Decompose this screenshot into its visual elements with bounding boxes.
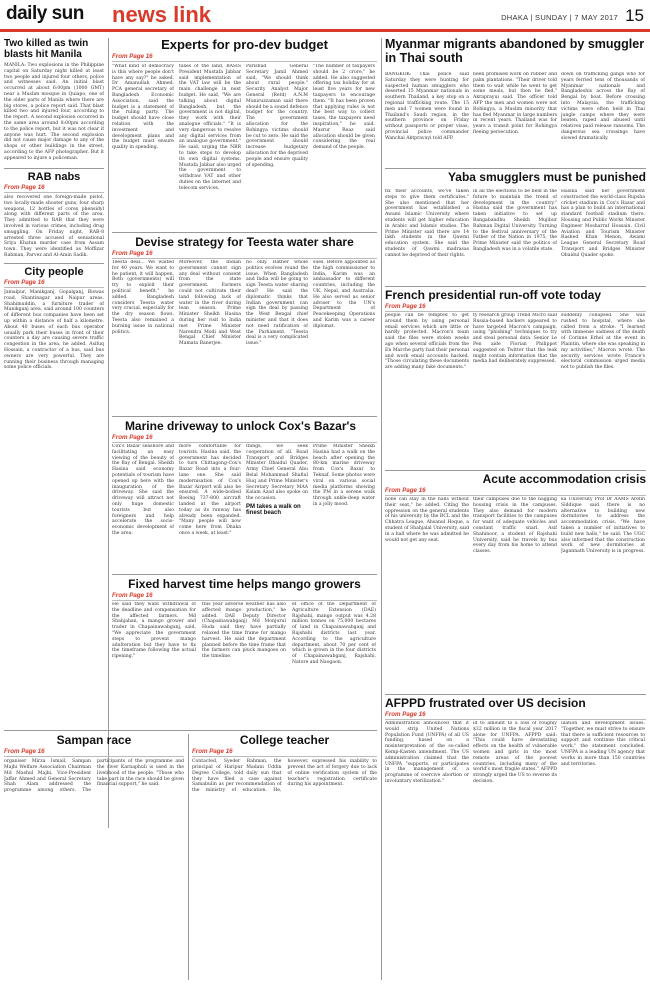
page-number: 15	[625, 6, 644, 25]
divider	[112, 574, 377, 575]
column-3-text: things, we seek cooperation of all. Road Transport and Bridges Minister Obaidul Quader, Army Chief General Abu Belal Mohammad Shafiul Huq and Prime Minister's Secretary Secretary MAA Kalam Azad also spoke on the occasion.	[246, 444, 308, 502]
jump-line: From Page 16	[4, 278, 104, 288]
column-2: taxes of the land, BASIS President Mustafa Jabbar said implementation of the VAT law will be the main challenge in next budget. He said, "We are talking about digital Bangladesh, but the government is not digital, they work with their analogue officials." "It is very dangerous to resolve any digital services from an analogue government." He said, urging the NBR to take steps to develop its own digital systems. Mustafa Jabbar also urged the government to withdraw VAT and other duties on the internet and telecom services.	[179, 64, 241, 191]
column-2: their campuses due to the nagging housing crisis in the campuses. They also demand for modern transport facilities to the campuses for want of adequate vehicles and constant traffic snarl. Asif Shahinoor, a student of Rajshahi University, said he travels by bus every day from his home to attend classes.	[473, 497, 557, 555]
column-3: ka University Prof Dr AAMS Arefin Siddique said there is no alternative to building new dormitories to address the accommodation crisis. "We have taken a number of initiatives to build new halls," he said. The UGC also informed that the construction work of new dormitories at Jagannath University is in progress.	[561, 497, 645, 555]
article-rab-nabs	[4, 171, 104, 261]
column-divider	[188, 734, 189, 980]
article-city-people	[4, 266, 104, 376]
column-2: ty research group Trend Micro said Russia-based hackers appeared to have targeted Macron's campaign, using "phishing" techniques to try and steal personal data. Senior Le Pen aide Florian Philippot suggested on Twitter that the leak might contain information that the media had deliberately suppressed.	[473, 313, 557, 365]
column-4: "The number of taxpayers should be 2 crore," he added. He also suggested offering tax holiday for at least five years for new taxpayers to encourage them. "It has been proven that applying rules is not the best way to collect taxes, the taxpayers need inspiration," he said. Masrur Reaz said allocation should be given considering the real demand of the people.	[313, 64, 375, 151]
divider	[385, 286, 646, 287]
column-1: Cox's Bazar seashore and facilitating an easy viewing of the beauty of the Bay of Bengal. Sheikh Hasina said economy potentials of tourism have opened up here with the inauguration of the driveway. She said the driveway will attract not only huge domestic tourists but also foreigners and help accelerate the socio-economic development of the area.	[112, 444, 174, 536]
article-body: MANILA: Two explosions in the Philippine capital on Saturday night killed at least two people and injured four others, police and witnesses said. An initial blast occurred at about 6:00pm (1000 GMT) near a Muslim mosque in Quiapo, one of the older parts of Manila where there are big stores, a police report said. That blast killed two and injured four, according to the report. A second explosion occurred in the same area around 8:00pm according to the police report, but it was not clear if anyone was hurt. The second explosion did not cause major damage to any of the shops or other buildings in the street, according to the AFP photographer. But it appeared to injure a policeman.	[4, 63, 104, 161]
jump-line: From Page 16	[385, 302, 646, 312]
column-1: Administration announced that it would strip United Nations Population Fund (UNFPA) of all US funding, based on a misinterpretation of the so-called Kemp-Kasten amendment. The US administration claimed that the UNFPA "supports, or participates in the management of, a programme of coercive abortion or involuntary sterilization."	[385, 721, 469, 784]
divider	[385, 168, 646, 169]
headline: RAB nabs	[27, 171, 81, 183]
column-3: ef office of the Department of Agriculture Extension (DAE) Rajshahi, mango output was 4.28 million tonnes on 75,000 hectares of land in Chapainawabganj and Rajshahi districts last year. According to the agriculture department, about 70 per cent of which is grown in the four districts of Chapainawabganj, Rajshahi, Natore and Naogaon.	[292, 602, 376, 665]
article-body: Jamalpur, Manikganj, Gopalganj, Biswas road, Shantinagar and Naipur areas. Shahimuddin, a furniture trader of Manikganj area, said around 100 counters of different bus companies have been set up within a distance of half a kilometre. About 40 buses of each bus operator usually park their buses in front of their counters a day are causing severe traffic congestion in the area, he added. Asifuq Hossain, a contractor of a bus, said bus owners are very powerful. They are running their business through managing some police officials.	[4, 290, 104, 371]
jump-line: From Page 16	[4, 747, 184, 757]
jump-line: From Page 16	[385, 710, 646, 720]
column-1: Teesta deal... We waited for 40 years. We want to be patient, it will happen, Both (governments) will try to exploit their political benefit," he added. Bangladesh considers Teesta water very crucial, especially for the dry season flows. Teesta also remained a burning issue in national politics.	[112, 260, 174, 335]
headline: Acute accommodation crisis	[482, 473, 646, 486]
column-3: ulation and development issues. "Together, we must strive to ensure that there is sufficient resources to support and continue this critical work," the statement concluded. UNFPA is a leading UN agency that works in more than 150 countries and territories.	[561, 721, 645, 767]
divider	[112, 416, 377, 417]
paper-logo: daily sun	[6, 3, 84, 24]
article-experts	[112, 38, 377, 230]
column-3: no only. Rather whole politics evolves round the issue. When Bangladesh and India will be going to sign Teesta water sharing deal? He said the diplomatic thinks that Indian government can sign the deal by passing the West Bengal chief minister and that it does not need ratification of the Parliament. "Teesta deal is a very complicated issue."	[246, 260, 308, 347]
column-1: BANGKOK: Thai police said Saturday they were hunting for suspected human smugglers who deserted 15 Myanmar nationals in southern Thailand, a key stop on a regional trafficking route. The 15 men and 7 women were found in Thailand's Saudi region, in the southern province on Friday without passports or proper visas, provincial police commander Wanchai Aktpravayi told AFP.	[385, 72, 469, 141]
headline: College teacher	[239, 734, 330, 747]
column-1: He said they want withdrawal of the deadline and compensation for the affected farmers. Md Shahjahan, a mango grower and trader in Chapainawabganj, said, "We appreciate the government steps to prevent mango adulteration but they have to fix the timeframe following the actual ripening."	[112, 602, 196, 660]
headline: Devise strategy for Teesta water share	[135, 236, 354, 249]
headline: Myanmar migrants abandoned by smuggler in Thai south	[385, 38, 645, 65]
headline: AFPPD frustrated over US decision	[385, 697, 586, 710]
article-body: Contacted, Syeder Rahman, the principal of Haripur Madani Uddin Degree College, told daily sun that they have filed a case against Samabulin as per recommendation of the ministry of education. He, however, expressed his inability to prevent the act of forgery due to lack of online verification system of the teacher's registration certificate during his appointment.	[192, 759, 377, 794]
column-2: id to amount to a loss of roughly $32 million in the fiscal year 2017 alone for UNFPA. AFPPD said: "This could have devastating effects on the health of vulnerable women and girls in the most remote areas of the poorest countries, including many of the world's most fragile states." AFPPD strongly urged the US to reverse its decision.	[473, 721, 557, 784]
article-teesta	[112, 236, 377, 414]
column-2: been promised work on rubber and palm plantations. "Their driver told them to wait while he went to get some meals, but then he fled," Akraprayui said. The officer told AFP the men and women were not Rohingya, a Muslim minority that has fled Myanmar in large numbers in recent years. Thailand was for years a transit point for Rohingya fleeing persecution.	[473, 72, 557, 135]
headline: Experts for pro-dev budget	[161, 38, 328, 52]
divider	[4, 730, 377, 731]
column-divider	[381, 38, 382, 980]
dateline: DHAKA | SUNDAY | 7 MAY 2017	[501, 13, 618, 22]
divider	[4, 263, 104, 264]
headline: Yaba smugglers must be punished	[447, 171, 646, 184]
divider	[4, 168, 104, 169]
subheading: PM takes a walk on finest beach	[246, 503, 301, 516]
jump-line: From Page 16	[112, 249, 377, 259]
column-3: down on trafficking gangs who for years ferried tens of thousands of Myanmar nationals and Bangladeshis across the Bay of Bengal by boat. Before crossing into Malaysia, the trafficking victims were often held in Thai jungle camps where they were beaten, raped and abused until relatives paid release ransoms. The dangerous sea crossings have slowed dramatically.	[561, 72, 645, 141]
column-3: suddenly collapsed. She was rushed to hospital, where she called from a stroke. "I learned with immense sadness of the death of Corinne Erhel at the event in Plaintin, where she was speaking in my activities," Macron wrote. The security services wrote France's electoral commission urged media not to publish the files.	[561, 313, 645, 371]
jump-line: From Page 16	[192, 747, 377, 757]
article-acute-accommodation	[385, 473, 646, 691]
article-marine-driveway	[4, 420, 377, 572]
jump-line: From Page 16	[112, 433, 377, 443]
column-2: this year adverse weather has also affected mango production," he added. DAE Deputy Director (Chapainawabganj) Md Monjurul Huda said they have partially relaxed the time frame for mango harvest. He said the department planned before the time frame that the farmers can pluck mangoes on the timeline.	[202, 602, 286, 660]
article-afppd	[385, 697, 646, 980]
column-1: none can stay in the halls without their seat," he added. Citing the oppression on the general students of his university by the BCL and the Chhatra League, Ahsanul Hoque, a student of Shahjalal University, said in a hall where he was admitted he would not get any seat.	[385, 497, 469, 543]
headline: Two killed as twin blasts hit Manila	[4, 38, 89, 60]
column-2: more comfortable for tourists. Hasina said, the government has decided to turn Chittagong-Cox's Bazar Road into a four-lane one. She said modernisation of Cox's Bazar Airport will also be ensured. A wide-bodied Boeing 737-800 aircraft landed at the airport today as its runway has already been expanded. "Many people will now come here from Dhaka once a week, at least."	[179, 444, 241, 536]
column-3: Hasina said her government constructed the world-class Rupsha cricket stadium in Cox's Bazar and has a plan to build an international standard football stadium there. Housing and Public Works Minister Engineer Mosharraf Hossain, Civil Aviation and Tourism Minister Rashed Khan Menon, Awami League General Secretary Road Transport and Bridges Minister Obaidul Quader spoke.	[561, 189, 645, 258]
divider	[112, 232, 377, 233]
headline: City people	[24, 266, 84, 278]
article-sampan	[4, 734, 184, 980]
column-3: Parishad General Secretary Jamil Ahmed said, "We should think about rural people." Security Analyst Major General (Retd) A.N.M Muniruzzaman said there should be a sound defence budget for the country. The government allocation for the Rohingya victims should be cut to zero. He said the government should increase budgetary allocation for the deprived people and ensure quality of spending.	[246, 64, 308, 168]
headline: Sampan race	[56, 734, 132, 747]
jump-line: From Page 16	[385, 486, 646, 496]
article-mango	[112, 578, 377, 728]
headline: French presidential run-off vote today	[385, 289, 602, 302]
article-french	[385, 289, 646, 467]
article-body: organiser Mirza Ismail, Sampan Majhi Welfare Association Chairman Md Mashul Majhi, Vice-President Jaffar Ahmed and General Secretary Shah Alam addressed the programme among others. The participants of the programme and the river Karnaphuli is used in the livelihood of the people. "Those who take part in the race should be given financial support," he said.	[4, 759, 184, 794]
masthead	[0, 0, 650, 32]
article-myanmar	[385, 38, 646, 166]
section-title: news link	[112, 2, 212, 27]
headline: Fixed harvest time helps mango growers	[128, 578, 361, 591]
column-4: Prime Minister Sheikh Hasina had a walk on the beach after opening the 80-km marine driveway from Cox's Bazar to Teknaf. Some photos were viral on various social media platforms showing the PM in a serene walk through ankle-deep water in a jolly mood.	[313, 444, 375, 507]
article-two-killed	[4, 38, 104, 166]
column-1: people can be tempted to get around them by using personal email services which are little or hardly protected. Macron's team said the files were stolen weeks ago when several officials from the En Marche party had their personal and work email accounts hacked. "Those circulating these documents are adding many fake documents."	[385, 313, 469, 371]
jump-line: From Page 16	[112, 52, 377, 62]
jump-line: From Page 16	[112, 591, 377, 601]
article-body: also recovered one foreign-made pistol, two locally-made shooter guns, four sharp weapons, 12 bottles of corex phensidyl along with different parts of the area. They admitted to RAB that they were involved in various crimes, including drug smuggling. On Friday night, RAB-8 arrested three accused of sensational Sriya Khatun murder case from Assam town. They were identified as Moffizar Rahman, Parvez and Al-Amin Sadik.	[4, 195, 104, 259]
jump-line: From Page 16	[4, 183, 104, 193]
column-1: fix their accounts, we've taken steps to give them certificates." She also mentioned that her government has established a Awami Islamic University where students will get higher education in Arabic and Islamic studies. The Prime Minister said there are 14 lakh students in the Qawmi education system. She said the students of Qawmi madrasas cannot be deprived of their rights.	[385, 189, 469, 258]
column-2: in all the elections to be held in the future to maintain the trend of development in the country." Hasina said the government has taken initiative to set up Bangabandhu Sheikh Mujibur Rahman Digital University. Turning to the festival anniversary of the Father of the Nation in 1975, the Prime Minister said the politics of Bangladesh was in a volatile state.	[473, 189, 557, 252]
column-2: Moreover, the Indian government cannot sign any deal without consent from the state government. Farmers could not cultivate their land following lack of water in the river during lean season. Prime Minister Sheikh Hasina during her visit to India met Prime Minister Narendra Modi and West Bengal Chief Minister Mamata Banerjee.	[179, 260, 241, 347]
article-college-teacher	[192, 734, 377, 980]
article-yaba	[385, 171, 646, 283]
column-1: "What kind of democracy is this where people don't have any say?" he asked. Dr Amanullah Ahmed, PCA general secretary of Bangladesh Economic Association, said the budget is a statement of the ruling party. The budget should have close relation with the investment and development plans and the budget must ensure quality in spending.	[112, 64, 174, 151]
divider	[385, 470, 646, 471]
headline: Marine driveway to unlock Cox's Bazar's	[124, 420, 357, 433]
divider	[385, 694, 646, 695]
column-3	[246, 444, 308, 572]
column-4: sues. Before appointed as the high commissioner to India, Karim was an ambassador to different countries, including the UK, Nepal, and Australia. He also served as senior adviser to the UN's Department of Peacekeeping Operations and Karim was a career diplomat.	[313, 260, 375, 329]
